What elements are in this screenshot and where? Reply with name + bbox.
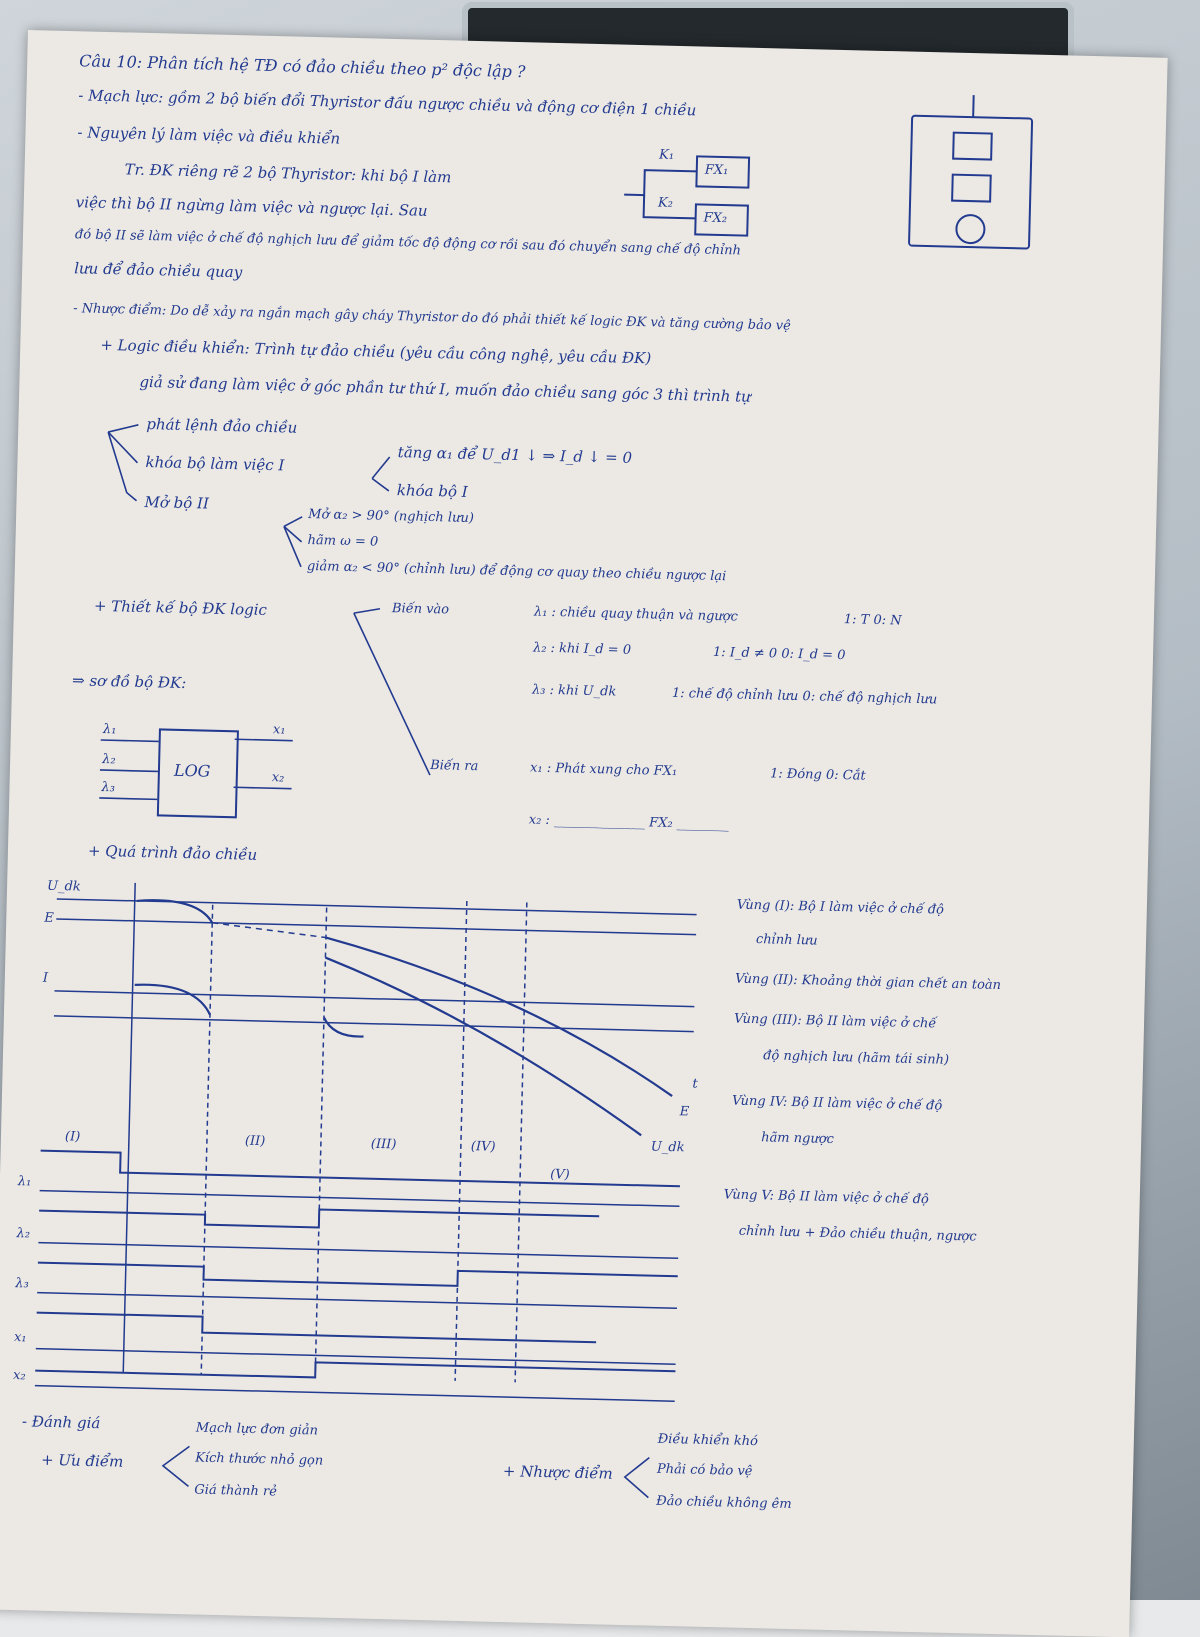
region-1: (I)	[64, 1129, 81, 1145]
step-issue-command: phát lệnh đảo chiều	[146, 415, 298, 437]
input-1-options: 1: T 0: N	[843, 612, 902, 629]
signal-lambda-3: λ₃	[15, 1276, 30, 1292]
disadvantages-label: + Nhược điểm	[502, 1462, 613, 1483]
inputs-label: Biến vào	[391, 601, 450, 618]
bullet-principle: - Nguyên lý làm việc và điều khiển	[77, 123, 341, 148]
input-3: λ₃ : khi U_dk	[531, 682, 617, 700]
note-region-5b: chỉnh lưu + Đảo chiều thuận, ngược	[738, 1223, 977, 1245]
disadvantage-2: Phải có bảo vệ	[656, 1461, 753, 1480]
logic-line: + Logic điều khiển: Trình tự đảo chiều (yêu cầu công nghệ, yêu cầu ĐK)	[100, 335, 652, 368]
k2-label: K₂	[657, 195, 674, 211]
input-1: λ₁ : chiều quay thuận và ngược	[533, 604, 739, 625]
pin-lambda-3: λ₃	[101, 780, 116, 796]
advantages-label: + Ưu điểm	[40, 1450, 124, 1471]
pin-lambda-1: λ₁	[102, 722, 117, 738]
input-2: λ₂ : khi I_d = 0	[532, 640, 632, 658]
k1-label: K₁	[658, 147, 675, 163]
notebook-page	[0, 30, 1168, 1637]
region-2: (II)	[244, 1133, 266, 1150]
principle-line-2: việc thì bộ II ngừng làm việc và ngược lại. Sau	[75, 193, 428, 220]
disadvantage-3: Đảo chiều không êm	[656, 1493, 792, 1513]
step-reduce-alpha: giảm α₂ < 90° (chỉnh lưu) để động cơ quay theo chiều ngược lại	[306, 558, 727, 585]
disadvantage-line: - Nhược điểm: Do dễ xảy ra ngắn mạch gây cháy Thyristor do đó phải thiết kế logic ĐK và tăng cường bảo vệ	[73, 301, 791, 334]
process-title: + Quá trình đảo chiều	[87, 841, 258, 864]
process-ylabel: U_dk	[46, 878, 81, 895]
controller-diagram-label: ⇒ sơ đồ bộ ĐK:	[71, 671, 187, 693]
step-open-alpha: Mở α₂ > 90° (nghịch lưu)	[308, 506, 475, 527]
process-i-label: I	[42, 970, 49, 986]
question-title: Câu 10: Phân tích hệ TĐ có đảo chiều theo p² độc lập ?	[79, 51, 526, 82]
note-region-2: Vùng (II): Khoảng thời gian chết an toàn	[734, 971, 1002, 994]
note-region-3b: độ nghịch lưu (hãm tái sinh)	[762, 1048, 950, 1068]
note-region-4: Vùng IV: Bộ II làm việc ở chế độ	[731, 1093, 943, 1114]
output-1: x₁ : Phát xung cho FX₁	[529, 760, 678, 780]
bullet-circuit: - Mạch lực: gồm 2 bộ biến đổi Thyristor đấu ngược chiều và động cơ điện 1 chiều	[78, 86, 697, 120]
eval-brackets	[0, 30, 1168, 1637]
advantage-2: Kích thước nhỏ gọn	[194, 1450, 324, 1469]
principle-line-3: đó bộ II sẽ làm việc ở chế độ nghịch lưu để giảm tốc độ động cơ rồi sau đó chuyển sang chế độ chỉnh	[74, 227, 742, 259]
step-lock-unit-1: khóa bộ làm việc I	[145, 453, 285, 475]
signal-lambda-2: λ₂	[16, 1226, 31, 1242]
step-open-unit-2: Mở bộ II	[144, 492, 210, 513]
disadvantage-1: Điều khiển khó	[657, 1431, 759, 1450]
step-brake: hãm ω = 0	[307, 532, 379, 550]
curve-label-udk: U_dk	[650, 1139, 685, 1156]
signal-x1: x₁	[13, 1330, 27, 1346]
region-3: (III)	[370, 1136, 397, 1153]
fx2-label: FX₂	[703, 210, 728, 227]
signal-lambda-1: λ₁	[17, 1174, 32, 1190]
output-2: x₂ : ______________ FX₂ ________	[528, 812, 729, 833]
fx1-label: FX₁	[704, 162, 729, 179]
curve-label-e: E	[679, 1104, 690, 1120]
note-region-4b: hãm ngược	[760, 1130, 835, 1148]
outputs-label: Biến ra	[429, 758, 479, 775]
pin-lambda-2: λ₂	[102, 752, 116, 768]
design-title: + Thiết kế bộ ĐK logic	[93, 596, 268, 620]
advantage-3: Giá thành rẻ	[194, 1482, 278, 1500]
principle-line-1: Tr. ĐK riêng rẽ 2 bộ Thyristor: khi bộ I làm	[124, 160, 452, 187]
region-4: (IV)	[470, 1139, 496, 1155]
input-3-options: 1: chế độ chỉnh lưu 0: chế độ nghịch lưu	[671, 685, 938, 708]
pin-x2: x₂	[271, 770, 285, 786]
input-2-options: 1: I_d ≠ 0 0: I_d = 0	[712, 644, 846, 664]
principle-line-4: lưu để đảo chiều quay	[73, 259, 243, 282]
step-lock-unit: khóa bộ I	[396, 481, 468, 501]
pin-x1: x₁	[272, 722, 286, 738]
logic-line-2: giả sử đang làm việc ở góc phần tư thứ I, muốn đảo chiều sang góc 3 thì trình tự	[139, 372, 752, 406]
advantage-1: Mạch lực đơn giản	[195, 1420, 319, 1439]
note-region-3: Vùng (III): Bộ II làm việc ở chế	[733, 1011, 937, 1032]
output-1-options: 1: Đóng 0: Cắt	[769, 766, 866, 784]
region-5: (V)	[550, 1167, 570, 1183]
note-region-5: Vùng V: Bộ II làm việc ở chế độ	[723, 1187, 930, 1208]
eval-title: - Đánh giá	[21, 1412, 101, 1433]
note-region-1: Vùng (I): Bộ I làm việc ở chế độ	[736, 897, 945, 918]
note-region-1b: chỉnh lưu	[755, 932, 818, 949]
curve-label-t: t	[692, 1076, 698, 1092]
logic-block-label: LOG	[173, 760, 211, 781]
step-increase-alpha: tăng α₁ để U_d1 ↓ ⇒ I_d ↓ = 0	[397, 443, 633, 467]
signal-x2: x₂	[12, 1368, 26, 1384]
process-e-label: E	[44, 910, 54, 926]
